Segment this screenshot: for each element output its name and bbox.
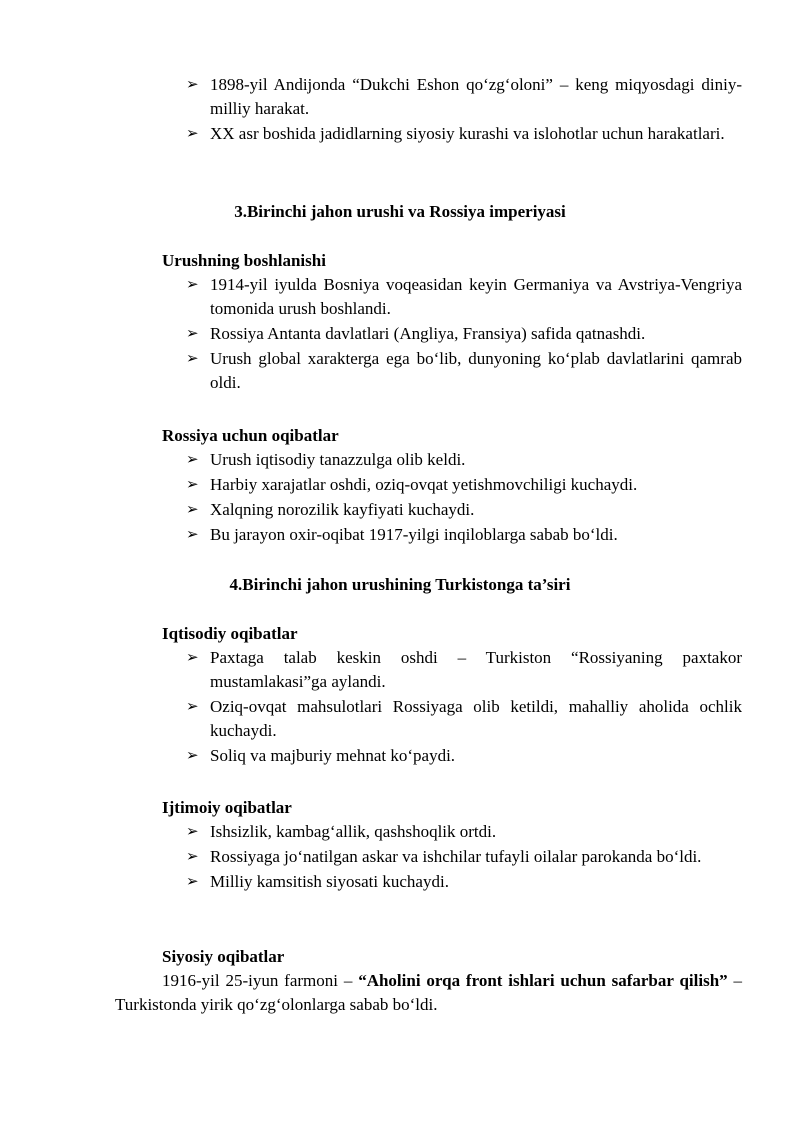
section-3-sub1 — [0, 249, 800, 396]
arrow-bullet-icon: ➢ — [186, 650, 199, 666]
arrow-bullet-icon: ➢ — [186, 477, 199, 493]
list-item: ➢ Rossiya Antanta davlatlari (Angliya, Fransiya) safida qatnashdi. — [210, 322, 742, 346]
subheading: Siyosiy oqibatlar — [162, 947, 285, 966]
subheading: Ijtimoiy oqibatlar — [162, 798, 292, 817]
top-list-block — [0, 73, 800, 147]
arrow-bullet-icon: ➢ — [186, 748, 199, 764]
list-item: ➢ Oziq-ovqat mahsulotlari Rossiyaga olib ketildi, mahalliy aholida ochlik kuchaydi. — [186, 697, 742, 740]
bullet-list — [0, 273, 742, 395]
list-item: ➢ Soliq va majburiy mehnat ko‘paydi. — [210, 744, 742, 768]
top-list — [0, 73, 742, 146]
list-item: ➢ Urush global xarakterga ega bo‘lib, dunyoning ko‘plab davlatlarini qamrab oldi. — [186, 349, 742, 392]
list-item: ➢ Urush iqtisodiy tanazzulga olib keldi. — [210, 448, 742, 472]
subheading: Iqtisodiy oqibatlar — [162, 624, 298, 643]
section-4-sub3 — [0, 945, 800, 1017]
list-item: ➢ Paxtaga talab keskin oshdi – Turkiston “Rossiyaning paxtakor mustamlakasi”ga aylandi. — [186, 648, 742, 691]
list-item: ➢ XX asr boshida jadidlarning siyosiy kurashi va islohotlar uchun harakatlari. — [210, 122, 742, 146]
list-item: ➢ Xalqning norozilik kayfiyati kuchaydi. — [210, 498, 742, 522]
section-3-title-block — [0, 200, 740, 224]
arrow-bullet-icon: ➢ — [186, 527, 199, 543]
list-item: ➢ Harbiy xarajatlar oshdi, oziq-ovqat yetishmovchiligi kuchaydi. — [210, 473, 742, 497]
section-4-title-block — [0, 573, 740, 597]
list-item: ➢ Bu jarayon oxir-oqibat 1917-yilgi inqiloblarga sabab bo‘ldi. — [210, 523, 742, 547]
arrow-bullet-icon: ➢ — [186, 452, 199, 468]
arrow-bullet-icon: ➢ — [186, 502, 199, 518]
bullet-list — [0, 820, 742, 894]
arrow-bullet-icon: ➢ — [186, 77, 199, 93]
arrow-bullet-icon: ➢ — [186, 277, 199, 293]
section-4-sub2 — [0, 796, 800, 895]
arrow-bullet-icon: ➢ — [186, 874, 199, 890]
bullet-list — [0, 448, 742, 547]
list-item: ➢ 1914-yil iyulda Bosniya voqeasidan keyin Germaniya va Avstriya-Vengriya tomonida urush boshlandi. — [186, 275, 742, 318]
list-item: ➢ Ishsizlik, kambag‘allik, qashshoqlik ortdi. — [210, 820, 742, 844]
section-4-sub1 — [0, 622, 800, 769]
section-3-sub2 — [0, 424, 800, 548]
arrow-bullet-icon: ➢ — [186, 849, 199, 865]
arrow-bullet-icon: ➢ — [186, 326, 199, 342]
list-item: ➢ 1898-yil Andijonda “Dukchi Eshon qo‘zg‘oloni” – keng miqyosdagi diniy-milliy harakat. — [186, 75, 742, 118]
section-4-title: 4.Birinchi jahon urushining Turkistonga ta’siri — [229, 575, 571, 594]
bullet-list — [0, 646, 742, 768]
arrow-bullet-icon: ➢ — [186, 699, 199, 715]
section-3-title: 3.Birinchi jahon urushi va Rossiya imperiyasi — [234, 202, 566, 221]
arrow-bullet-icon: ➢ — [186, 351, 199, 367]
subheading: Rossiya uchun oqibatlar — [162, 426, 339, 445]
paragraph: 1916-yil 25-iyun farmoni – “Aholini orqa front ishlari uchun safarbar qilish” – Turkistonda yirik qo‘zg‘olonlarga sabab bo‘ldi. — [115, 971, 743, 1014]
list-item: ➢ Rossiyaga jo‘natilgan askar va ishchilar tufayli oilalar parokanda bo‘ldi. — [210, 845, 742, 869]
arrow-bullet-icon: ➢ — [186, 126, 199, 142]
subheading: Urushning boshlanishi — [162, 251, 326, 270]
list-item: ➢ Milliy kamsitish siyosati kuchaydi. — [210, 870, 742, 894]
arrow-bullet-icon: ➢ — [186, 824, 199, 840]
decree-title: “Aholini orqa front ishlari uchun safarbar qilish” — [358, 971, 728, 990]
